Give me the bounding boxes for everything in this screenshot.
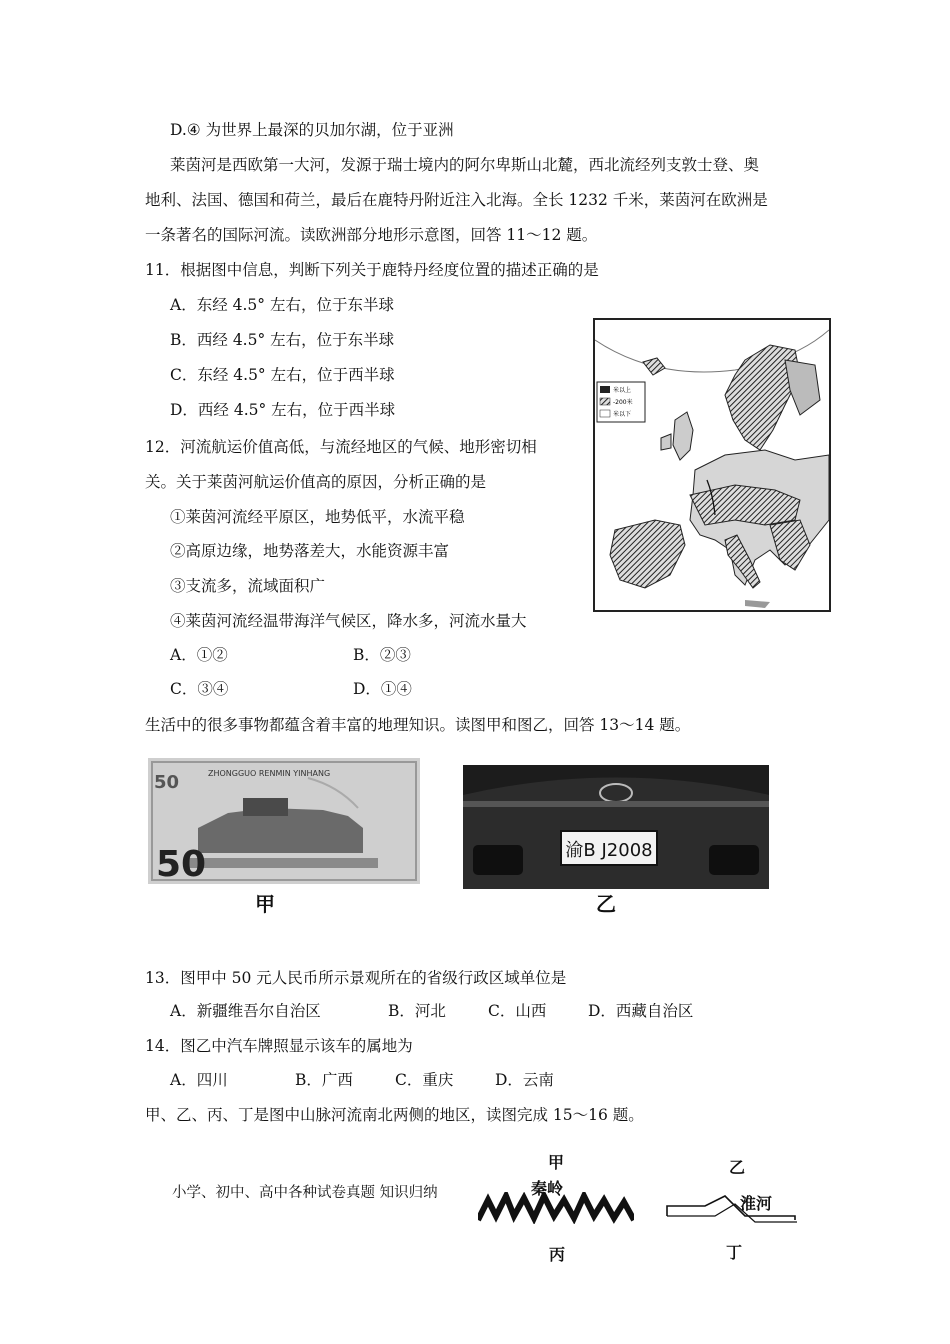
q14-option-d: D．云南 — [495, 1071, 554, 1089]
q12-statement-1: ①莱茵河流经平原区，地势低平，水流平稳 — [170, 508, 465, 526]
legend-label-high: 米以上 — [613, 387, 632, 394]
mountain-north-label: 甲 — [548, 1153, 565, 1172]
rhine-intro-line-1: 莱茵河是西欧第一大河，发源于瑞士境内的阿尔卑斯山北麓，西北流经列支敦士登、奥 — [170, 156, 760, 174]
banknote-value-large: 50 — [156, 844, 207, 884]
license-plate-text: 渝B J2008 — [565, 840, 653, 861]
q12-statement-3: ③支流多，流域面积广 — [170, 577, 326, 595]
question-13: 13．图甲中 50 元人民币所示景观所在的省级行政区域单位是 — [145, 969, 567, 987]
q12-statement-4: ④莱茵河流经温带海洋气候区，降水多，河流水量大 — [170, 612, 527, 630]
legend-label-mid: -200米 — [613, 399, 633, 406]
river-name-label: 淮河 — [740, 1194, 773, 1213]
car-image — [463, 765, 769, 889]
q12-option-d: D．①④ — [353, 680, 412, 698]
mountain-name-label: 秦岭 — [531, 1179, 564, 1198]
europe-map-graphic — [595, 320, 829, 610]
banknote-image — [148, 758, 420, 884]
rhine-intro-line-2: 地利、法国、德国和荷兰，最后在鹿特丹附近注入北海。全长 1232 千米，莱茵河在欧洲是 — [145, 191, 768, 209]
question-11: 11．根据图中信息，判断下列关于鹿特丹经度位置的描述正确的是 — [145, 261, 599, 279]
q12-option-a: A．①② — [170, 646, 228, 664]
footer-note: 小学、初中、高中各种试卷真题 知识归纳 — [172, 1185, 438, 1201]
legend-label-low: 米以下 — [613, 411, 632, 418]
figure-label-yi: 乙 — [596, 892, 616, 916]
q13-option-b: B．河北 — [388, 1002, 446, 1020]
question-14: 14．图乙中汽车牌照显示该车的属地为 — [145, 1037, 413, 1055]
q11-option-b: B．西经 4.5° 左右，位于东半球 — [170, 331, 395, 349]
q13-option-a: A．新疆维吾尔自治区 — [170, 1002, 321, 1020]
rhine-intro-line-3: 一条著名的国际河流。读欧洲部分地形示意图，回答 11～12 题。 — [145, 226, 598, 244]
figure-label-jia: 甲 — [255, 892, 275, 916]
river-north-label: 乙 — [729, 1158, 746, 1177]
q14-option-a: A．四川 — [170, 1071, 228, 1089]
q10-option-d: D.④ 为世界上最深的贝加尔湖，位于亚洲 — [170, 121, 454, 139]
q13-option-c: C．山西 — [488, 1002, 547, 1020]
q11-option-d: D．西经 4.5° 左右，位于西半球 — [170, 401, 396, 419]
q14-option-b: B．广西 — [295, 1071, 353, 1089]
mountain-south-label: 丙 — [549, 1245, 566, 1264]
q14-option-c: C．重庆 — [395, 1071, 454, 1089]
banknote-text: ZHONGGUO RENMIN YINHANG — [208, 769, 331, 778]
river-symbol — [665, 1186, 805, 1226]
q13-option-d: D．西藏自治区 — [588, 1002, 694, 1020]
car-graphic — [463, 765, 769, 889]
question-12-line-1: 12．河流航运价值高低，与流经地区的气候、地形密切相 — [145, 438, 537, 456]
question-12-line-2: 关。关于莱茵河航运价值高的原因，分析正确的是 — [145, 473, 487, 491]
banknote-graphic — [148, 758, 420, 884]
q11-option-a: A．东经 4.5° 左右，位于东半球 — [170, 296, 394, 314]
river-south-label: 丁 — [726, 1243, 743, 1262]
q12-option-c: C．③④ — [170, 680, 229, 698]
q12-statement-2: ②高原边缘，地势落差大，水能资源丰富 — [170, 542, 450, 560]
banknote-value-small: 50 — [154, 772, 180, 793]
q12-option-b: B．②③ — [353, 646, 411, 664]
life-intro: 生活中的很多事物都蕴含着丰富的地理知识。读图甲和图乙，回答 13～14 题。 — [145, 716, 691, 734]
q11-option-c: C．东经 4.5° 左右，位于西半球 — [170, 366, 395, 384]
question-15-intro: 甲、乙、丙、丁是图中山脉河流南北两侧的地区，读图完成 15～16 题。 — [145, 1106, 644, 1124]
mountain-range-symbol — [478, 1192, 634, 1224]
europe-terrain-map — [593, 318, 831, 612]
